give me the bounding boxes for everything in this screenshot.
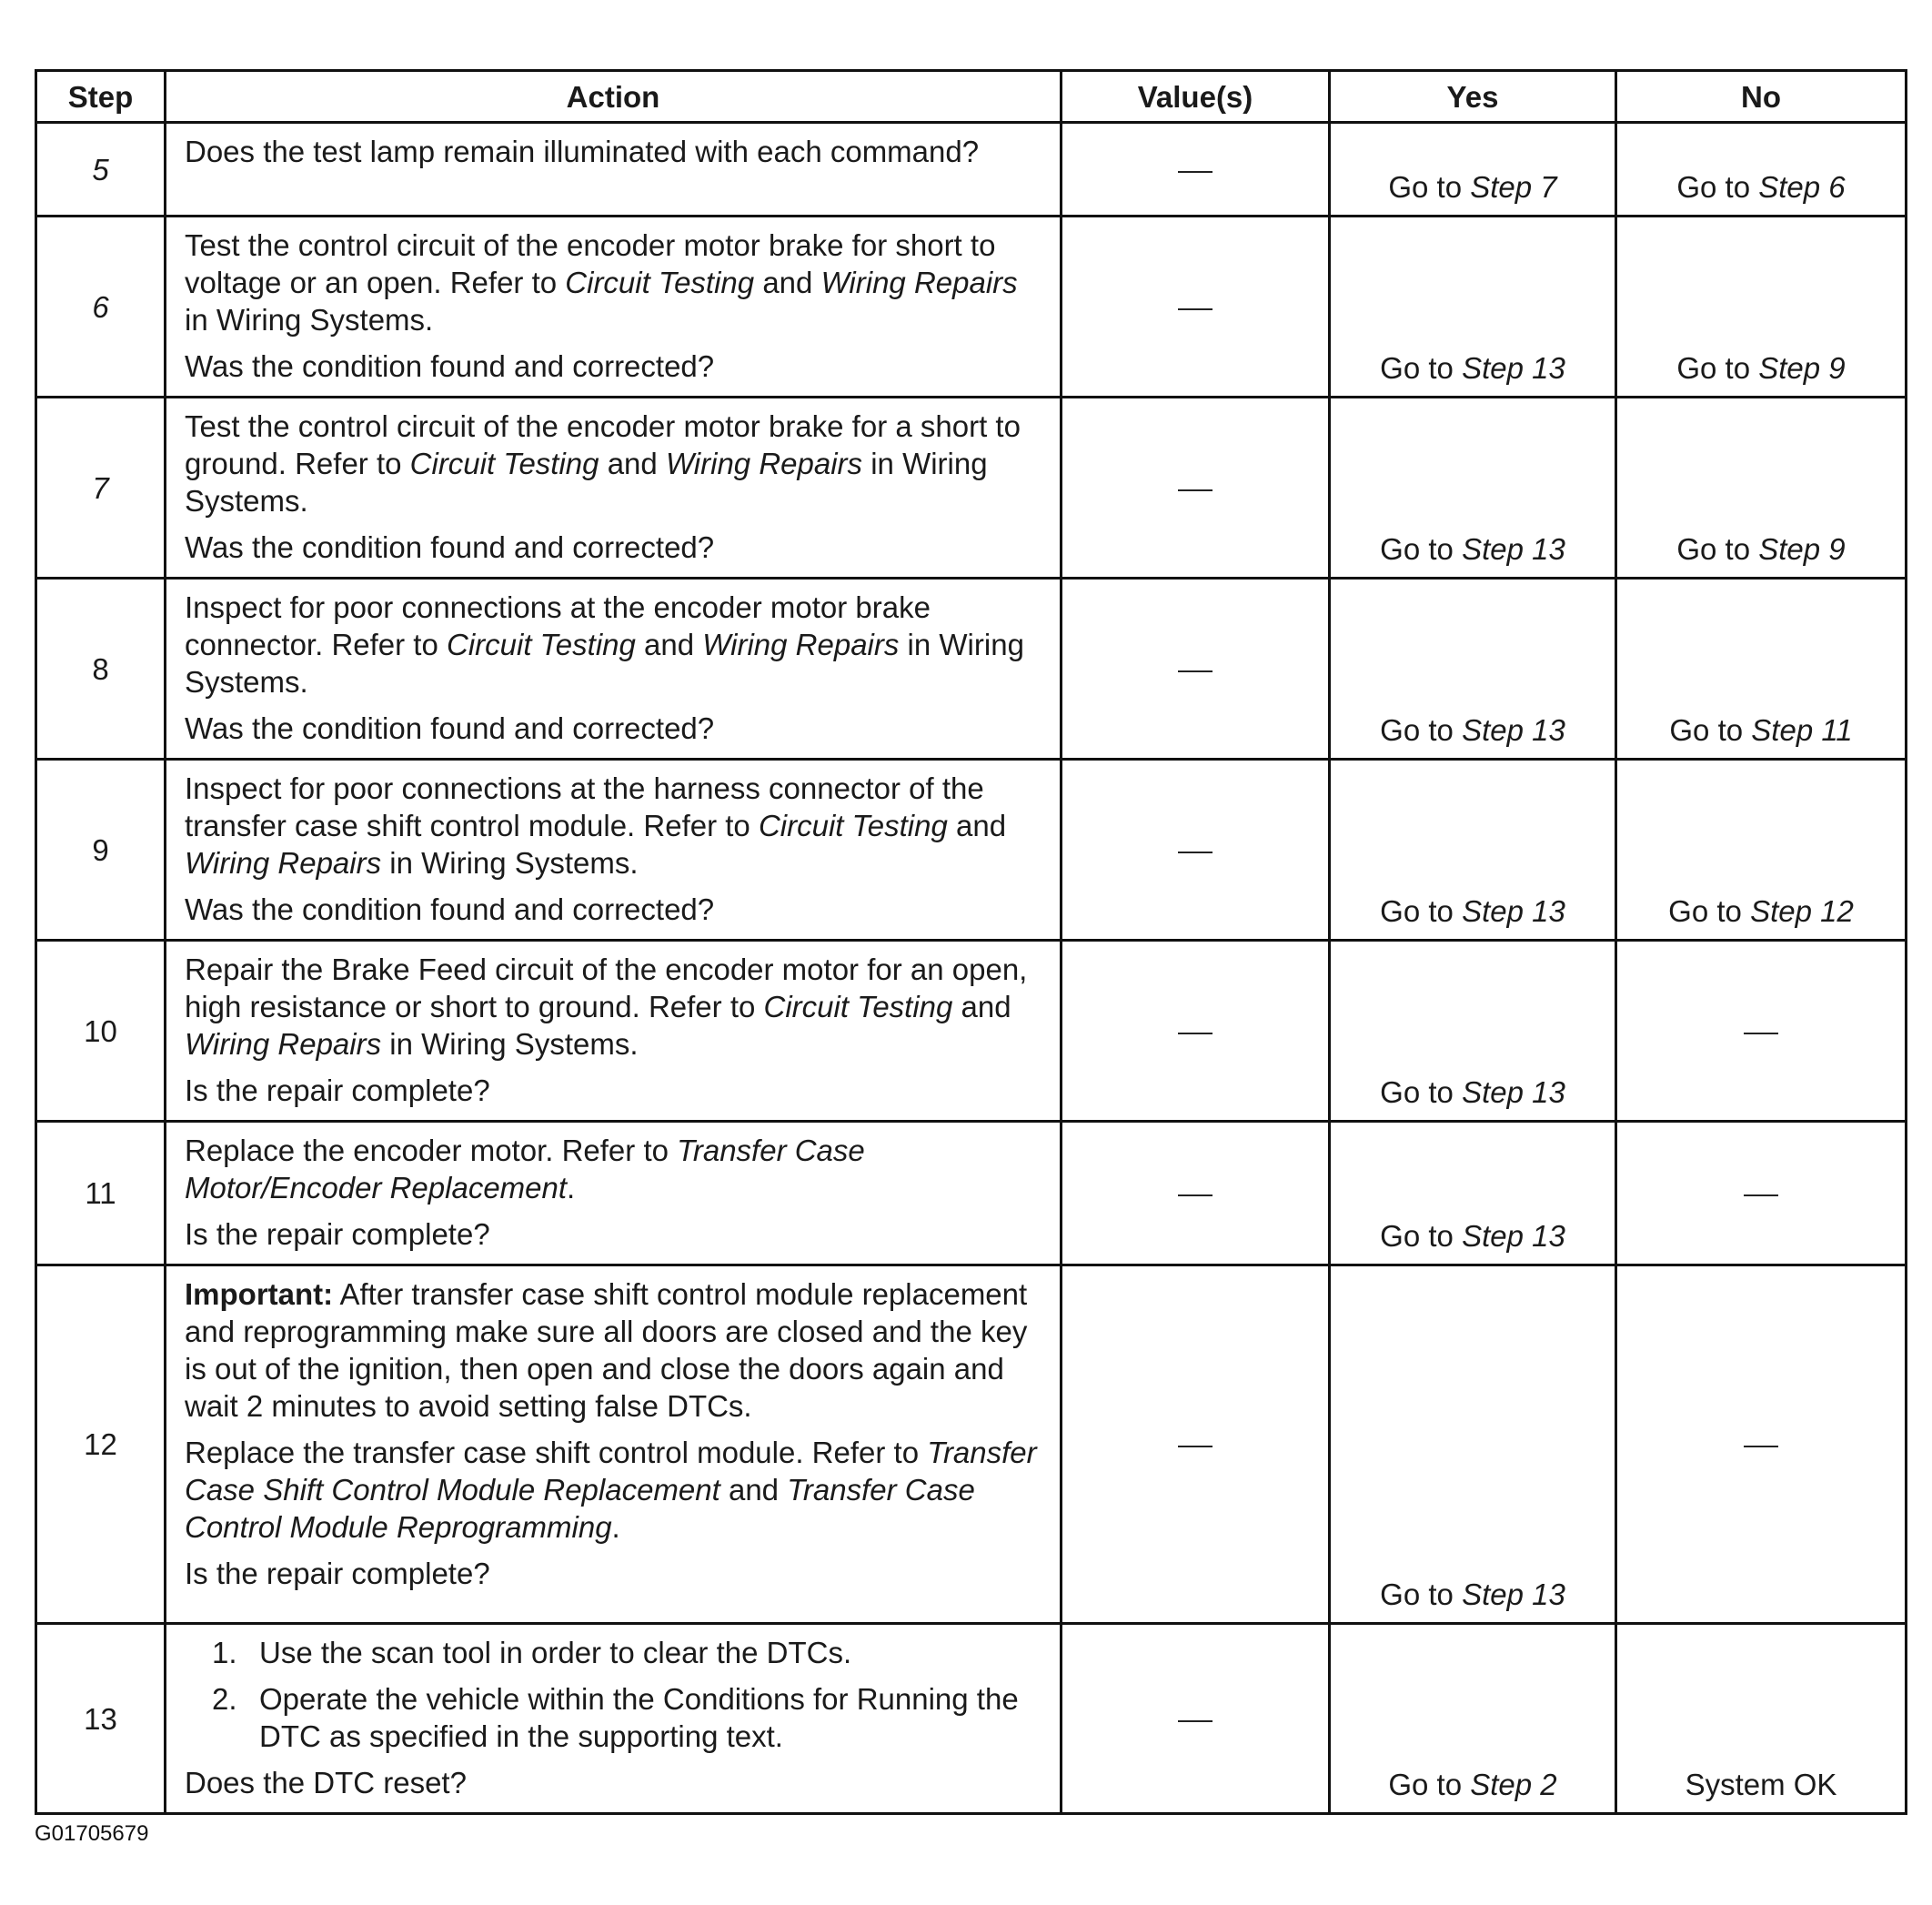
header-row bbox=[36, 71, 1907, 123]
text-run: Go to bbox=[1380, 351, 1463, 385]
italic-ref: Wiring Repairs bbox=[702, 628, 900, 661]
dash-mark bbox=[1178, 1720, 1213, 1722]
no-cell bbox=[1616, 579, 1907, 760]
text-run: Is the repair complete? bbox=[185, 1557, 490, 1590]
italic-ref: Step 13 bbox=[1462, 532, 1565, 566]
value-cell bbox=[1062, 1265, 1330, 1624]
text-run: Was the condition found and corrected? bbox=[185, 349, 715, 383]
yes-cell bbox=[1330, 398, 1616, 579]
text-run: System OK bbox=[1685, 1768, 1837, 1801]
action-paragraph bbox=[185, 348, 1041, 385]
action-cell bbox=[166, 398, 1062, 579]
text-run: Go to bbox=[1380, 1577, 1463, 1611]
text-run: Test the control circuit of the encoder motor brake for short to voltage or an open. Refer to bbox=[185, 228, 996, 299]
header-no: No bbox=[1616, 71, 1907, 123]
italic-ref: Step 9 bbox=[1758, 532, 1846, 566]
dash-mark bbox=[1178, 308, 1213, 310]
table-row bbox=[36, 123, 1907, 217]
text-run: . bbox=[567, 1171, 576, 1204]
text-run: Test the control circuit of the encoder motor brake for a short to ground. Refer to bbox=[185, 409, 1021, 480]
text-run: Go to bbox=[1380, 894, 1463, 928]
list-item bbox=[185, 1634, 1041, 1671]
action-paragraph bbox=[185, 951, 1041, 1063]
text-run: Go to bbox=[1668, 894, 1751, 928]
text-run: and bbox=[719, 1473, 788, 1507]
table-row bbox=[36, 579, 1907, 760]
italic-ref: Step 6 bbox=[1758, 170, 1846, 204]
italic-ref: Step 13 bbox=[1462, 1219, 1565, 1253]
italic-ref: Step 11 bbox=[1751, 713, 1853, 747]
table-row bbox=[36, 217, 1907, 398]
text-run: Go to bbox=[1676, 532, 1759, 566]
action-paragraph bbox=[185, 1275, 1041, 1425]
italic-ref: Wiring Repairs bbox=[185, 1027, 382, 1061]
action-paragraph bbox=[185, 1434, 1041, 1546]
no-cell bbox=[1616, 760, 1907, 941]
value-cell bbox=[1062, 398, 1330, 579]
text-run: Replace the encoder motor. Refer to bbox=[185, 1134, 678, 1167]
text-run: . bbox=[611, 1510, 620, 1544]
step-number: 6 bbox=[36, 217, 166, 398]
list-item bbox=[185, 1680, 1041, 1755]
italic-ref: Step 2 bbox=[1470, 1768, 1557, 1801]
text-run: Go to bbox=[1669, 713, 1752, 747]
text-run: Does the DTC reset? bbox=[185, 1766, 467, 1799]
value-cell bbox=[1062, 941, 1330, 1122]
bold-run: Important: bbox=[185, 1277, 334, 1311]
action-paragraph bbox=[185, 1764, 1041, 1801]
yes-cell bbox=[1330, 1265, 1616, 1624]
text-run: and bbox=[635, 628, 703, 661]
text-run: Is the repair complete? bbox=[185, 1073, 490, 1107]
table-row bbox=[36, 760, 1907, 941]
action-paragraph bbox=[185, 589, 1041, 701]
yes-cell bbox=[1330, 760, 1616, 941]
no-cell bbox=[1616, 1265, 1907, 1624]
table-row bbox=[36, 941, 1907, 1122]
text-run: and bbox=[952, 990, 1011, 1023]
no-cell bbox=[1616, 1122, 1907, 1265]
text-run: Go to bbox=[1676, 170, 1759, 204]
dash-mark bbox=[1178, 1446, 1213, 1447]
diagnostic-table bbox=[35, 69, 1907, 1815]
action-cell bbox=[166, 941, 1062, 1122]
action-cell bbox=[166, 217, 1062, 398]
text-run: Go to bbox=[1676, 351, 1759, 385]
text-run: in Wiring Systems. bbox=[185, 303, 434, 337]
action-paragraph bbox=[185, 1215, 1041, 1253]
text-run: in Wiring Systems. bbox=[185, 628, 1024, 699]
yes-cell bbox=[1330, 123, 1616, 217]
text-run: Go to bbox=[1380, 1075, 1463, 1109]
yes-cell bbox=[1330, 579, 1616, 760]
italic-ref: Step 13 bbox=[1462, 351, 1565, 385]
text-run: After transfer case shift control module replacement and reprogramming make sure all doors are closed and the key is out of the ignition, then open and close the doors again and wait 2 minutes to avoid setting false DTCs. bbox=[185, 1277, 1028, 1423]
no-cell bbox=[1616, 123, 1907, 217]
yes-cell bbox=[1330, 1624, 1616, 1814]
italic-ref: Wiring Repairs bbox=[665, 447, 863, 480]
table-row bbox=[36, 398, 1907, 579]
action-paragraph bbox=[185, 227, 1041, 338]
value-cell bbox=[1062, 579, 1330, 760]
text-run: Go to bbox=[1380, 532, 1463, 566]
text-run: Was the condition found and corrected? bbox=[185, 530, 715, 564]
text-run: in Wiring Systems. bbox=[185, 447, 988, 518]
action-cell bbox=[166, 1122, 1062, 1265]
action-paragraph bbox=[185, 529, 1041, 566]
step-number: 10 bbox=[36, 941, 166, 1122]
dash-mark bbox=[1178, 489, 1213, 491]
list-item-number: 2. bbox=[212, 1682, 237, 1716]
text-run: Go to bbox=[1380, 1219, 1463, 1253]
italic-ref: Step 13 bbox=[1462, 894, 1565, 928]
action-cell bbox=[166, 1624, 1062, 1814]
italic-ref: Step 12 bbox=[1750, 894, 1854, 928]
header-action: Action bbox=[166, 71, 1062, 123]
no-cell bbox=[1616, 941, 1907, 1122]
italic-ref: Circuit Testing bbox=[409, 447, 599, 480]
italic-ref: Transfer Case Shift Control Module Replacement bbox=[185, 1436, 1037, 1507]
text-run: in Wiring Systems. bbox=[381, 1027, 639, 1061]
italic-ref: Circuit Testing bbox=[758, 809, 948, 842]
italic-ref: Circuit Testing bbox=[763, 990, 953, 1023]
text-run: Go to bbox=[1388, 1768, 1471, 1801]
step-number: 9 bbox=[36, 760, 166, 941]
value-cell bbox=[1062, 1122, 1330, 1265]
action-paragraph bbox=[185, 133, 1041, 170]
text-run: Inspect for poor connections at the encoder motor brake connector. Refer to bbox=[185, 590, 931, 661]
table-row bbox=[36, 1265, 1907, 1624]
italic-ref: Step 13 bbox=[1462, 713, 1565, 747]
italic-ref: Wiring Repairs bbox=[185, 846, 382, 880]
value-cell bbox=[1062, 123, 1330, 217]
italic-ref: Circuit Testing bbox=[565, 266, 755, 299]
list-item-text: Operate the vehicle within the Conditions for Running the DTC as specified in the supporting text. bbox=[259, 1682, 1019, 1753]
value-cell bbox=[1062, 1624, 1330, 1814]
value-cell bbox=[1062, 760, 1330, 941]
action-paragraph bbox=[185, 1132, 1041, 1206]
action-cell bbox=[166, 760, 1062, 941]
action-paragraph bbox=[185, 1555, 1041, 1592]
italic-ref: Step 13 bbox=[1462, 1075, 1565, 1109]
text-run: Was the condition found and corrected? bbox=[185, 892, 715, 926]
list-item-number: 1. bbox=[212, 1636, 237, 1669]
dash-mark bbox=[1178, 171, 1213, 173]
yes-cell bbox=[1330, 941, 1616, 1122]
text-run: Is the repair complete? bbox=[185, 1217, 490, 1251]
value-cell bbox=[1062, 217, 1330, 398]
text-run: Repair the Brake Feed circuit of the encoder motor for an open, high resistance or short to ground. Refer to bbox=[185, 952, 1028, 1023]
action-paragraph bbox=[185, 408, 1041, 519]
dash-mark bbox=[1178, 852, 1213, 853]
dash-mark bbox=[1178, 1033, 1213, 1034]
text-run: Does the test lamp remain illuminated with each command? bbox=[185, 135, 980, 168]
header-values: Value(s) bbox=[1062, 71, 1330, 123]
table-row bbox=[36, 1624, 1907, 1814]
text-run: Was the condition found and corrected? bbox=[185, 711, 715, 745]
action-paragraph bbox=[185, 710, 1041, 747]
header-yes: Yes bbox=[1330, 71, 1616, 123]
step-number: 13 bbox=[36, 1624, 166, 1814]
italic-ref: Step 7 bbox=[1470, 170, 1557, 204]
dash-mark bbox=[1744, 1033, 1778, 1034]
dash-mark bbox=[1744, 1194, 1778, 1196]
no-cell bbox=[1616, 398, 1907, 579]
italic-ref: Step 9 bbox=[1758, 351, 1846, 385]
italic-ref: Transfer Case Control Module Reprogramming bbox=[185, 1473, 975, 1544]
no-cell bbox=[1616, 217, 1907, 398]
action-paragraph bbox=[185, 770, 1041, 882]
yes-cell bbox=[1330, 1122, 1616, 1265]
action-paragraph bbox=[185, 891, 1041, 928]
step-number: 7 bbox=[36, 398, 166, 579]
action-cell bbox=[166, 1265, 1062, 1624]
step-number: 11 bbox=[36, 1122, 166, 1265]
action-cell bbox=[166, 123, 1062, 217]
text-run: and bbox=[599, 447, 666, 480]
text-run: Go to bbox=[1380, 713, 1463, 747]
text-run: Inspect for poor connections at the harness connector of the transfer case shift control module. Refer to bbox=[185, 771, 984, 842]
numbered-list bbox=[185, 1634, 1041, 1755]
italic-ref: Wiring Repairs bbox=[820, 266, 1018, 299]
italic-ref: Transfer Case Motor/Encoder Replacement bbox=[185, 1134, 865, 1204]
dash-mark bbox=[1178, 670, 1213, 672]
header-step: Step bbox=[36, 71, 166, 123]
step-number: 5 bbox=[36, 123, 166, 217]
no-cell bbox=[1616, 1624, 1907, 1814]
text-run: and bbox=[754, 266, 821, 299]
table-row bbox=[36, 1122, 1907, 1265]
text-run: Replace the transfer case shift control module. Refer to bbox=[185, 1436, 928, 1469]
italic-ref: Step 13 bbox=[1462, 1577, 1565, 1611]
text-run: in Wiring Systems. bbox=[381, 846, 639, 880]
step-number: 12 bbox=[36, 1265, 166, 1624]
dash-mark bbox=[1744, 1446, 1778, 1447]
table-body bbox=[36, 123, 1907, 1814]
step-number: 8 bbox=[36, 579, 166, 760]
figure-id: G01705679 bbox=[35, 1821, 149, 1846]
text-run: Go to bbox=[1388, 170, 1471, 204]
yes-cell bbox=[1330, 217, 1616, 398]
action-cell bbox=[166, 579, 1062, 760]
dash-mark bbox=[1178, 1194, 1213, 1196]
action-paragraph bbox=[185, 1072, 1041, 1109]
italic-ref: Circuit Testing bbox=[447, 628, 636, 661]
text-run: and bbox=[947, 809, 1007, 842]
list-item-text: Use the scan tool in order to clear the DTCs. bbox=[259, 1636, 852, 1669]
